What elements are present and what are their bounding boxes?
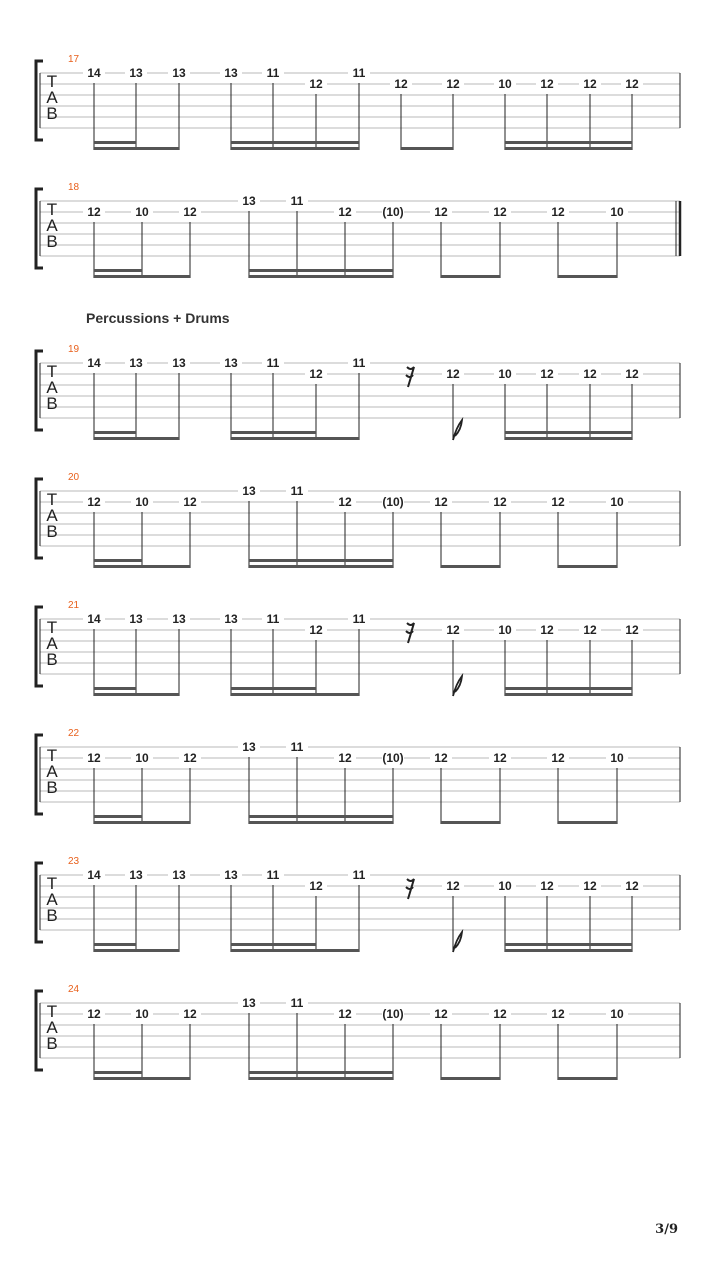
tab-clef-letter: T [46, 746, 58, 765]
fret-number: 12 [493, 1007, 507, 1021]
fret-number: 13 [172, 66, 186, 80]
fret-number: 10 [498, 879, 512, 893]
beam [558, 821, 617, 824]
fret-number: 13 [242, 996, 256, 1010]
measure-number: 17 [68, 54, 80, 65]
fret-number: 10 [135, 1007, 149, 1021]
measure-number: 18 [68, 182, 80, 193]
fret-number: 12 [583, 77, 597, 91]
fret-number: 13 [129, 612, 143, 626]
tab-clef-letter: B [46, 232, 58, 251]
sixteenth-rest-icon [406, 375, 413, 377]
fret-number: 14 [87, 66, 101, 80]
beam-secondary [94, 269, 142, 272]
fret-number: 13 [224, 66, 238, 80]
beam [505, 437, 632, 440]
fret-number: 14 [87, 612, 101, 626]
fret-number: 12 [87, 751, 101, 765]
tab-system [36, 344, 680, 440]
fret-number: 13 [129, 868, 143, 882]
beam [94, 821, 190, 824]
fret-number: 12 [446, 623, 460, 637]
fret-number: 12 [183, 205, 197, 219]
fret-number: 12 [434, 751, 448, 765]
beam [249, 1077, 393, 1080]
measure-number: 20 [68, 472, 80, 483]
fret-number: (10) [382, 751, 404, 765]
fret-number: 12 [540, 77, 554, 91]
beam [441, 565, 500, 568]
beam-secondary [231, 431, 316, 434]
tab-clef-letter: T [46, 200, 58, 219]
fret-number: 12 [625, 623, 639, 637]
fret-number: 12 [625, 367, 639, 381]
tab-system [36, 54, 680, 150]
beam [441, 1077, 500, 1080]
beam [94, 437, 179, 440]
fret-number: 12 [551, 751, 565, 765]
tab-clef-letter: B [46, 104, 58, 123]
fret-number: 12 [87, 1007, 101, 1021]
measure-number: 23 [68, 856, 80, 867]
beam-secondary [94, 141, 136, 144]
fret-number: 12 [309, 623, 323, 637]
tab-clef-letter: B [46, 778, 58, 797]
beam [94, 565, 190, 568]
tab-clef-letter: A [46, 216, 58, 235]
sixteenth-rest-icon [406, 887, 413, 889]
fret-number: 13 [129, 356, 143, 370]
fret-number: 11 [290, 996, 304, 1010]
fret-number: 12 [183, 1007, 197, 1021]
fret-number: 12 [551, 1007, 565, 1021]
note-flag-icon [453, 676, 462, 696]
beam-secondary [249, 269, 393, 272]
fret-number: 12 [551, 205, 565, 219]
fret-number: 11 [352, 356, 366, 370]
beam-secondary [231, 141, 359, 144]
tab-clef-letter: B [46, 394, 58, 413]
fret-number: 10 [498, 367, 512, 381]
fret-number: 12 [446, 77, 460, 91]
fret-number: 10 [135, 205, 149, 219]
fret-number: (10) [382, 1007, 404, 1021]
fret-number: 13 [224, 356, 238, 370]
fret-number: 10 [610, 205, 624, 219]
beam-secondary [231, 943, 316, 946]
fret-number: 12 [87, 205, 101, 219]
fret-number: 12 [338, 205, 352, 219]
beam-secondary [505, 431, 632, 434]
beam-secondary [505, 943, 632, 946]
fret-number: 11 [266, 612, 280, 626]
fret-number: 11 [290, 740, 304, 754]
fret-number: 12 [493, 205, 507, 219]
beam [94, 275, 190, 278]
beam [231, 147, 359, 150]
fret-number: 13 [224, 868, 238, 882]
fret-number: 12 [540, 879, 554, 893]
sixteenth-rest-icon [406, 631, 413, 633]
beam [94, 147, 179, 150]
beam-secondary [505, 687, 632, 690]
beam [505, 949, 632, 952]
beam [441, 821, 500, 824]
fret-number: 11 [266, 66, 280, 80]
fret-number: 10 [610, 751, 624, 765]
tab-system [36, 728, 680, 824]
beam-secondary [231, 687, 316, 690]
fret-number: 10 [610, 495, 624, 509]
beam [231, 693, 359, 696]
tab-clef-letter: A [46, 762, 58, 781]
fret-number: 12 [434, 495, 448, 509]
fret-number: 12 [540, 623, 554, 637]
fret-number: 12 [183, 495, 197, 509]
beam [249, 565, 393, 568]
tab-clef-letter: B [46, 1034, 58, 1053]
fret-number: 12 [583, 623, 597, 637]
fret-number: (10) [382, 495, 404, 509]
fret-number: 13 [172, 356, 186, 370]
fret-number: 11 [352, 868, 366, 882]
fret-number: 12 [183, 751, 197, 765]
fret-number: 12 [583, 879, 597, 893]
tab-clef-letter: A [46, 890, 58, 909]
fret-number: 13 [242, 740, 256, 754]
tab-clef-letter: T [46, 618, 58, 637]
beam [249, 275, 393, 278]
beam [249, 821, 393, 824]
tab-clef-letter: A [46, 634, 58, 653]
fret-number: 13 [242, 194, 256, 208]
fret-number: 13 [172, 612, 186, 626]
tab-clef-letter: A [46, 1018, 58, 1037]
fret-number: 11 [266, 868, 280, 882]
beam [231, 949, 359, 952]
fret-number: 12 [338, 495, 352, 509]
fret-number: 12 [338, 751, 352, 765]
beam-secondary [94, 815, 142, 818]
fret-number: 12 [338, 1007, 352, 1021]
tab-system [36, 856, 680, 952]
tab-system [36, 182, 680, 278]
tab-clef-letter: B [46, 650, 58, 669]
beam-secondary [249, 559, 393, 562]
beam [505, 147, 632, 150]
fret-number: 12 [493, 751, 507, 765]
beam-secondary [94, 943, 136, 946]
fret-number: 14 [87, 356, 101, 370]
beam [558, 275, 617, 278]
tab-clef-letter: T [46, 72, 58, 91]
fret-number: 12 [446, 879, 460, 893]
beam [401, 147, 453, 150]
fret-number: 10 [135, 751, 149, 765]
fret-number: 12 [493, 495, 507, 509]
fret-number: 13 [242, 484, 256, 498]
fret-number: 11 [352, 66, 366, 80]
tab-system [36, 600, 680, 696]
fret-number: 12 [625, 879, 639, 893]
measure-number: 21 [68, 600, 80, 611]
fret-number: 12 [446, 367, 460, 381]
fret-number: 10 [135, 495, 149, 509]
beam [558, 565, 617, 568]
note-flag-icon [453, 932, 462, 952]
measure-number: 24 [68, 984, 80, 995]
beam-secondary [94, 559, 142, 562]
fret-number: 12 [434, 205, 448, 219]
tab-clef-letter: A [46, 506, 58, 525]
section-label: Percussions + Drums [86, 310, 230, 326]
fret-number: 11 [290, 484, 304, 498]
beam-secondary [94, 431, 136, 434]
tab-system [36, 472, 680, 568]
fret-number: 12 [309, 367, 323, 381]
measure-number: 22 [68, 728, 80, 739]
tab-clef-letter: T [46, 490, 58, 509]
tab-clef-letter: B [46, 906, 58, 925]
beam-secondary [249, 815, 393, 818]
tab-system [36, 984, 680, 1080]
page-number: 3/9 [655, 1222, 678, 1237]
fret-number: 12 [434, 1007, 448, 1021]
note-flag-icon [453, 420, 462, 440]
fret-number: 13 [224, 612, 238, 626]
measure-number: 19 [68, 344, 80, 355]
beam [505, 693, 632, 696]
fret-number: 12 [309, 77, 323, 91]
tab-clef-letter: T [46, 362, 58, 381]
tab-clef-letter: T [46, 874, 58, 893]
fret-number: 10 [498, 77, 512, 91]
fret-number: 12 [551, 495, 565, 509]
tab-clef-letter: T [46, 1002, 58, 1021]
beam [94, 949, 179, 952]
fret-number: 12 [87, 495, 101, 509]
fret-number: 12 [309, 879, 323, 893]
beam-secondary [94, 687, 136, 690]
beam-secondary [505, 141, 632, 144]
beam [94, 693, 179, 696]
beam [94, 1077, 190, 1080]
fret-number: 10 [610, 1007, 624, 1021]
beam [558, 1077, 617, 1080]
beam-secondary [94, 1071, 142, 1074]
fret-number: 12 [625, 77, 639, 91]
fret-number: 10 [498, 623, 512, 637]
fret-number: 14 [87, 868, 101, 882]
fret-number: 13 [129, 66, 143, 80]
fret-number: 11 [266, 356, 280, 370]
fret-number: 11 [290, 194, 304, 208]
beam [441, 275, 500, 278]
fret-number: 12 [540, 367, 554, 381]
fret-number: 11 [352, 612, 366, 626]
fret-number: 13 [172, 868, 186, 882]
fret-number: 12 [394, 77, 408, 91]
fret-number: (10) [382, 205, 404, 219]
beam [231, 437, 359, 440]
fret-number: 12 [583, 367, 597, 381]
tab-clef-letter: B [46, 522, 58, 541]
tab-clef-letter: A [46, 88, 58, 107]
tab-clef-letter: A [46, 378, 58, 397]
beam-secondary [249, 1071, 393, 1074]
